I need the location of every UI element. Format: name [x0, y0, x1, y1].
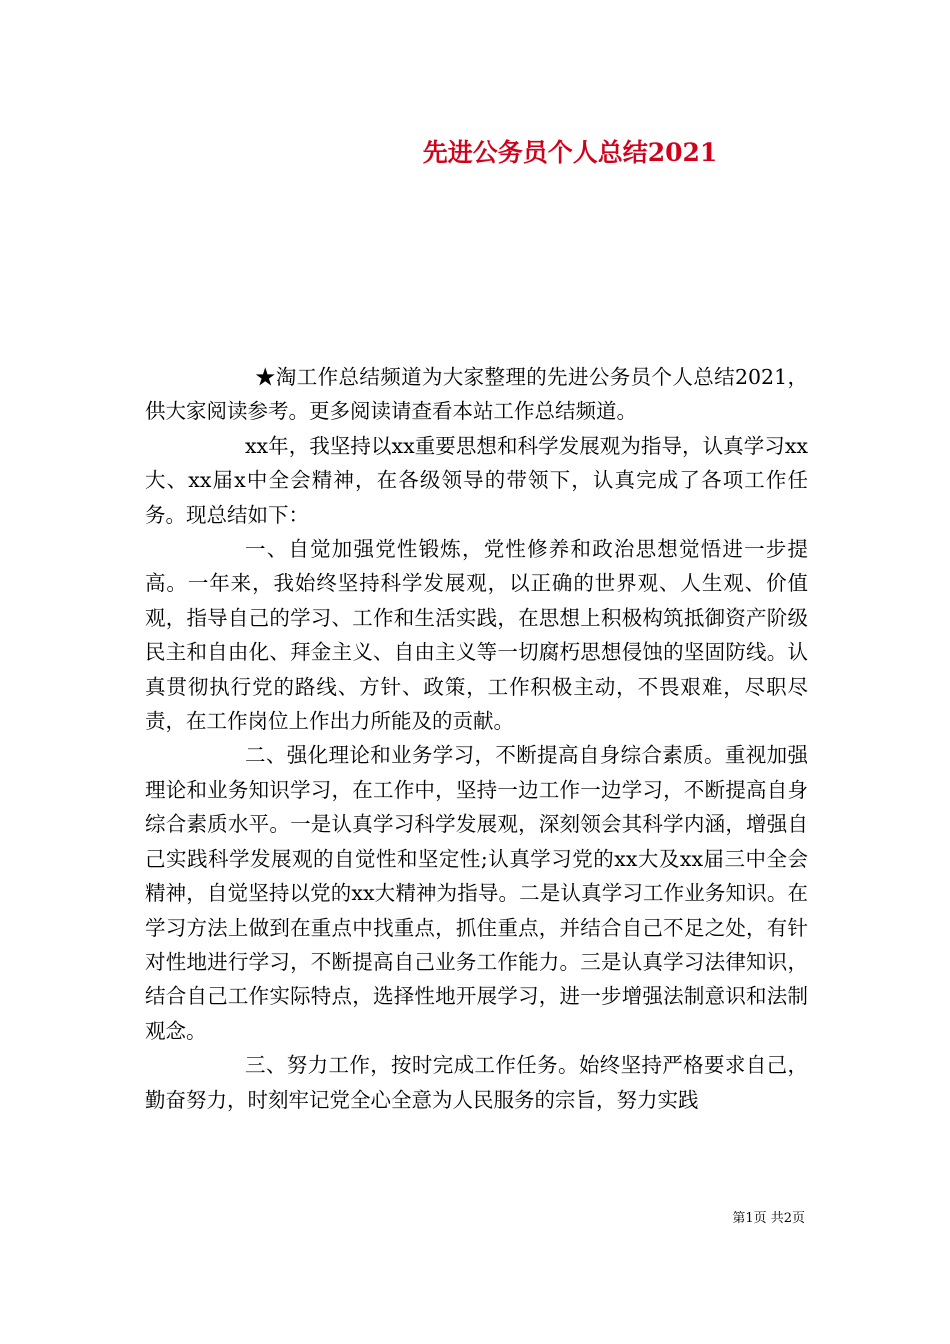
- document-body: [145, 360, 808, 1117]
- page-number-footer: 第1页 共2页: [732, 1211, 805, 1226]
- document-title: 先进公务员个人总结2021: [422, 138, 718, 167]
- paragraph-section-3: 三、努力工作，按时完成工作任务。始终坚持严格要求自己，勤奋努力，时刻牢记党全心全意为人民服务的宗旨，努力实践: [145, 1053, 808, 1112]
- paragraph-section-1: 一、自觉加强党性锻炼，党性修养和政治思想觉悟进一步提高。一年来，我始终坚持科学发展观，以正确的世界观、人生观、价值观，指导自己的学习、工作和生活实践，在思想上积极构筑抵御资产阶级民主和自由化、拜金主义、自由主义等一切腐朽思想侵蚀的坚固防线。认真贯彻执行党的路线、方针、政策，工作积极主动，不畏艰难，尽职尽责，在工作岗位上作出力所能及的贡献。: [145, 537, 808, 734]
- paragraph-overview: xx年，我坚持以xx重要思想和科学发展观为指导，认真学习xx大、xx届x中全会精神，在各级领导的带领下，认真完成了各项工作任务。现总结如下：: [145, 433, 808, 527]
- paragraph-intro: ★淘工作总结频道为大家整理的先进公务员个人总结2021，供大家阅读参考。更多阅读请查看本站工作总结频道。: [145, 365, 808, 424]
- paragraph-section-2: 二、强化理论和业务学习，不断提高自身综合素质。重视加强理论和业务知识学习，在工作中，坚持一边工作一边学习，不断提高自身综合素质水平。一是认真学习科学发展观，深刻领会其科学内涵，增强自己实践科学发展观的自觉性和坚定性;认真学习党的xx大及xx届三中全会精神，自觉坚持以党的xx大精神为指导。二是认真学习工作业务知识。在学习方法上做到在重点中找重点，抓住重点，并结合自己不足之处，有针对性地进行学习，不断提高自己业务工作能力。三是认真学习法律知识，结合自己工作实际特点，选择性地开展学习，进一步增强法制意识和法制观念。: [145, 743, 808, 1043]
